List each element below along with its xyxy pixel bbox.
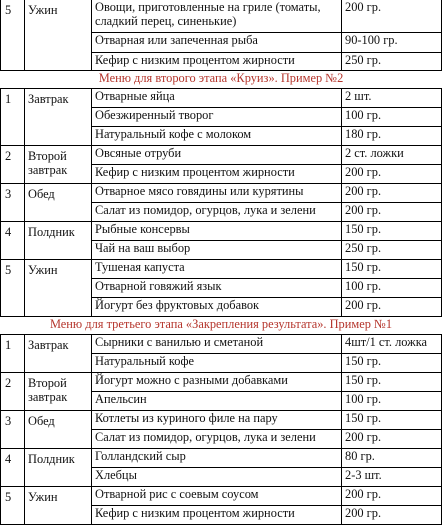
meal-number: 3 bbox=[1, 411, 25, 449]
food-item: Йогурт без фруктовых добавок bbox=[92, 298, 342, 317]
food-amount: 200 гр. bbox=[342, 430, 442, 449]
section-heading: Меню для третьего этапа «Закрепления результата». Пример №1 bbox=[1, 317, 442, 335]
food-amount: 100 гр. bbox=[342, 392, 442, 411]
food-item: Отварные яйца bbox=[92, 89, 342, 108]
section-heading-row bbox=[1, 71, 442, 89]
meal-name: Второй завтрак bbox=[25, 146, 92, 184]
food-amount: 250 гр. bbox=[342, 241, 442, 260]
meal-name: Полдник bbox=[25, 449, 92, 487]
section-heading-row bbox=[1, 317, 442, 335]
food-amount: 150 гр. bbox=[342, 373, 442, 392]
meal-number: 1 bbox=[1, 335, 25, 373]
table-row bbox=[1, 89, 442, 108]
food-item: Йогурт можно с разными добавками bbox=[92, 373, 342, 392]
food-item: Голландский сыр bbox=[92, 449, 342, 468]
food-amount: 100 гр. bbox=[342, 108, 442, 127]
food-item: Отварная или запеченная рыба bbox=[92, 33, 342, 53]
meal-number: 2 bbox=[1, 373, 25, 411]
table-row bbox=[1, 449, 442, 468]
food-item: Кефир с низким процентом жирности bbox=[92, 165, 342, 184]
food-item: Чай на ваш выбор bbox=[92, 241, 342, 260]
table-row bbox=[1, 335, 442, 354]
table-row bbox=[1, 222, 442, 241]
food-amount: 200 гр. bbox=[342, 165, 442, 184]
meal-name: Второй завтрак bbox=[25, 373, 92, 411]
table-row bbox=[1, 373, 442, 392]
food-amount: 200 гр. bbox=[342, 487, 442, 506]
food-item: Кефир с низким процентом жирности bbox=[92, 53, 342, 71]
meal-number: 4 bbox=[1, 449, 25, 487]
food-item: Тушеная капуста bbox=[92, 260, 342, 279]
meal-number: 3 bbox=[1, 184, 25, 222]
section-heading: Меню для второго этапа «Круиз». Пример №2 bbox=[1, 71, 442, 89]
food-amount: 100 гр. bbox=[342, 279, 442, 298]
food-amount: 90-100 гр. bbox=[342, 33, 442, 53]
meal-name: Полдник bbox=[25, 222, 92, 260]
food-amount: 150 гр. bbox=[342, 222, 442, 241]
meal-number: 2 bbox=[1, 146, 25, 184]
food-item: Апельсин bbox=[92, 392, 342, 411]
food-item: Отварной рис с соевым соусом bbox=[92, 487, 342, 506]
table-row bbox=[1, 0, 442, 33]
food-amount: 200 гр. bbox=[342, 203, 442, 222]
food-item: Натуральный кофе с молоком bbox=[92, 127, 342, 146]
food-amount: 200 гр. bbox=[342, 184, 442, 203]
food-amount: 2 шт. bbox=[342, 89, 442, 108]
food-item: Рыбные консервы bbox=[92, 222, 342, 241]
food-item: Отварное мясо говядины или курятины bbox=[92, 184, 342, 203]
food-amount: 200 гр. bbox=[342, 506, 442, 525]
table-row bbox=[1, 411, 442, 430]
table-row bbox=[1, 260, 442, 279]
food-amount: 4шт/1 ст. ложка bbox=[342, 335, 442, 354]
meal-number: 5 bbox=[1, 0, 25, 71]
food-item: Овощи, приготовленные на гриле (томаты, сладкий перец, синенькие) bbox=[92, 0, 342, 33]
food-amount: 2 ст. ложки bbox=[342, 146, 442, 165]
meal-name: Ужин bbox=[25, 487, 92, 525]
food-item: Натуральный кофе bbox=[92, 354, 342, 373]
food-amount: 150 гр. bbox=[342, 354, 442, 373]
food-amount: 80 гр. bbox=[342, 449, 442, 468]
meal-name: Завтрак bbox=[25, 335, 92, 373]
meal-number: 5 bbox=[1, 487, 25, 525]
food-amount: 250 гр. bbox=[342, 53, 442, 71]
food-item: Салат из помидор, огурцов, лука и зелени bbox=[92, 430, 342, 449]
table-row bbox=[1, 146, 442, 165]
meal-name: Ужин bbox=[25, 0, 92, 71]
meal-name: Ужин bbox=[25, 260, 92, 317]
food-amount: 200 гр. bbox=[342, 0, 442, 33]
food-item: Овсяные отруби bbox=[92, 146, 342, 165]
meal-name: Обед bbox=[25, 411, 92, 449]
food-item: Сырники с ванилью и сметаной bbox=[92, 335, 342, 354]
food-item: Обезжиренный творог bbox=[92, 108, 342, 127]
food-amount: 150 гр. bbox=[342, 411, 442, 430]
food-item: Кефир с низким процентом жирности bbox=[92, 506, 342, 525]
table-row bbox=[1, 184, 442, 203]
meal-number: 1 bbox=[1, 89, 25, 146]
food-item: Салат из помидор, огурцов, лука и зелени bbox=[92, 203, 342, 222]
food-item: Котлеты из куриного филе на пару bbox=[92, 411, 342, 430]
food-amount: 150 гр. bbox=[342, 260, 442, 279]
food-item: Отварной говяжий язык bbox=[92, 279, 342, 298]
table-row bbox=[1, 487, 442, 506]
meal-name: Обед bbox=[25, 184, 92, 222]
food-amount: 200 гр. bbox=[342, 298, 442, 317]
meal-number: 4 bbox=[1, 222, 25, 260]
food-amount: 180 гр. bbox=[342, 127, 442, 146]
food-amount: 2-3 шт. bbox=[342, 468, 442, 487]
food-item: Хлебцы bbox=[92, 468, 342, 487]
meal-number: 5 bbox=[1, 260, 25, 317]
meal-name: Завтрак bbox=[25, 89, 92, 146]
